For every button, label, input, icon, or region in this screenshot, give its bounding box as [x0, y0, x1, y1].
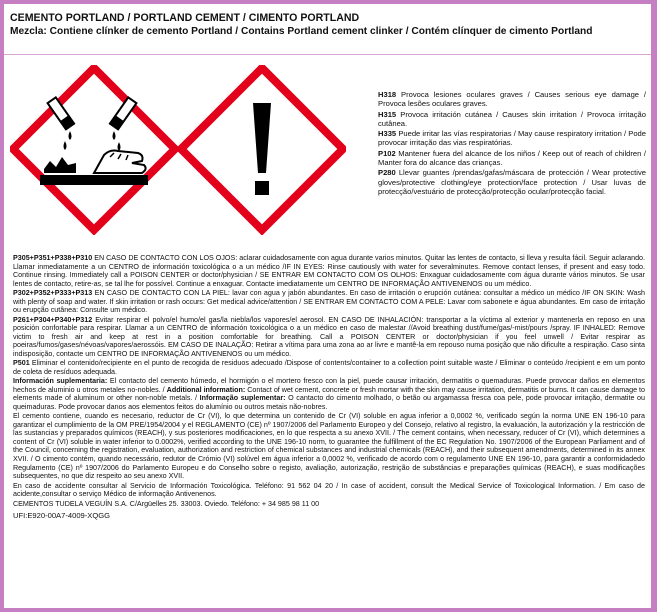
- precaution-eyes: P305+P351+P338+P310 EN CASO DE CONTACTO CON LOS OJOS: aclarar cuidadosamente con agua durante varios minutos. Quitar las lentes de contacto, si lleva y resulta fácil. Seguir aclarando. Llamar inmediatamente a un CENTRO de información toxicológica o a un médico /IF IN EYES: Rinse cautiously with water for severalminutes. Remove contact lenses, if present and easy todo. Continue rinsing. Immediately call a POISON CENTER or doctor/physician / SE ENTRAR EM CONTACTO COM OS OLHOS: Enxaguar cuidadosamente com água durante vários minutos. Se usar lentes de contacto, retire-as, se tal lhe for possível. Continue a enxaguar. Contacte imediatamente um CENTRO DE INFORMAÇÃO ANTIVENENOS ou um médico.: [13, 254, 645, 288]
- header-divider: [4, 54, 651, 55]
- hazard-statements: [378, 90, 646, 197]
- hazard-statement-h335: H335 Puede irritar las vías respiratorias / May cause respiratory irritation / Pode provocar irritação das vias respiratórias.: [378, 129, 646, 148]
- exclamation-mark-pictogram-icon: [181, 68, 343, 230]
- corrosion-pictogram-icon: [13, 68, 175, 230]
- hazard-statement-h315: H315 Provoca irritación cutánea / Causes skin irritation / Provoca irritação cutânea.: [378, 109, 646, 128]
- product-title: CEMENTO PORTLAND / PORTLAND CEMENT / CIMENTO PORTLAND: [10, 12, 360, 24]
- label-body-text: [13, 254, 645, 522]
- ufi-code: UFI:E920-00A7-4009-XQGG: [13, 511, 111, 521]
- precaution-skin: P302+P352+P333+P313 EN CASO DE CONTACTO CON LA PIEL: lavar con agua y jabón abundantes. En caso de irritación o erupción cutánea: consultar a médico un médico /IF ON SKIN: Wash with plenty of soap and water. If skin irritation or rash occurs: Get medical advice/attention / SE ENTRAR EM CONTACTO COM A PELE: Lavar com sabonete e água abundantes. Em caso de irritação ou erupção cutânea: Consulte um médico.: [13, 289, 646, 315]
- supplementary-information: Información suplementaria: El contacto del cemento húmedo, el hormigón o el mortero fresco con la piel, puede causar irritación, dermatitis o quemaduras. Puede provocar daños en elementos hechos de aluminio u otros metales no-nobles. / Additional information: Contact of wet cement, concrete or fresh mortar with the skin may cause irritation, dermatitis or burns. It can cause damage to elements made of aluminum or other non-noble metals. / Informação suplementar: O cantacto do cimento molhado, o betão ou argamassa fresca coa pele, pode provocar irritação, dermatite ou queimaduras. Pode provocar danos aos elementos feitos do alumínio ou outros metais não-nobres.: [13, 377, 646, 411]
- chromium-statement: El cemento contiene, cuando es necesario, reductor de Cr (VI), lo que determina un contenido de Cr (VI) soluble en agua inferior a 0,0002 %, verificado según la norma UNE EN 196-10 para garantizar el cumplimiento de la OM PRE/1954/2004 y el REGLAMENTO (CE) nº 1907/2006 del Parlamento Europeo y del Consejo, relativo al registro, la evaluación, la autorización y la restricción de las sustancias y preparados químicos (REACH), y sus posteriores modificaciones, en lo que respecta a su anexo XVII. / The cement contains, when necessary, reducer of Cr (VI), which determines a content of Cr (VI) soluble in water inferior to 0.0002%, verified according to the UNE 196-10 norm, to guarantee the fulfillment of the EC Regulation No. 1907/2006 of the European Parliament and of the Council, concerning the registration, evaluation, authorization and restriction of chemical substances and industrial chemicals (REACH), and their subsequent amendments, determined in its annex XVII. / O cimento contém, quando necessário, redutor de Crómio (VI) solúvel em água inferior a 0,0002 %, verificado de acordo com o regulamento UNE EN 196-10, para garantir a conformidadedo Regulamento (CE) nº 1907/2006 do Parlamento Europeu e do Conselho sobre o registo, avaliação, autorização, restrição de substâncias e preparações químicas (REACH), e suas modificações subsequentes, no que diz respeito ao seu anexo XVII.: [13, 412, 645, 481]
- emergency-contact: En caso de accidente consultar al Servicio de Información Toxicológica. Teléfono: 91 562 04 20 / In case of accident, consult the Medical Service of Toxicological Information. / Em caso de acidente,consultar o serviço Médico de informação Antivenenos.: [13, 481, 645, 499]
- hazard-statement-h318: H318 Provoca lesiones oculares graves / Causes serious eye damage / Provoca lesões oculares graves.: [378, 90, 646, 109]
- label-header: [10, 12, 645, 38]
- precaution-inhalation: P261+P304+P340+P312 Evitar respirar el polvo/el humo/el gas/la niebla/los vapores/el aerosol. EN CASO DE INHALACIÓN: transportar a la víctima al exterior y mantenerla en reposo en una posición confortable para respirar. Llamar a un CENTRO de información toxicológica o a un médico en caso de malestar //Avoid breathing dust/fume/gas/-mist/pours /spray. IF INHALED: Remove victim to fresh air and keep at rest in a position comfortable for breathing. Call a POISON CENTER or doctor/physician if you feel unwell / Evitar respirar as poeiras/fumos/gases/névoas/vapores/aerossóis. EM CASO DE INALAÇÃO: Retirar a vítima para uma zona ao ar livre e mantê-la em repouso numa posição que não dificulte a respiração. Caso sinta indisposição, contacte um CENTRO DE INFORMAÇÃO ANTIVENENOS ou um médico.: [13, 315, 645, 358]
- product-subtitle: Mezcla: Contiene clínker de cemento Portland / Contains Portland cement clinker / Contém clínquer de cimento Portland: [10, 26, 593, 37]
- product-label: [4, 4, 651, 608]
- company-address: CEMENTOS TUDELA VEGUÍN S.A. C/Argüelles 25. 33003. Oviedo. Teléfono: + 34 985 98 11 00: [13, 499, 320, 508]
- precaution-statement-p102: P102 Mantener fuera del alcance de los niños / Keep out of reach of children / Manter fora do alcance das crianças.: [378, 148, 646, 167]
- precaution-disposal: P501 Eliminar el contenido/recipiente en el punto de recogida de residuos adecuado /Dispose of contents/container to a collection point suitable waste / Eliminar o conteúdo /recipient e em um ponto de coleta de resíduos adequada.: [13, 359, 645, 376]
- hazard-pictograms: [10, 65, 346, 235]
- precaution-statement-p280: P280 Llevar guantes /prendas/gafas/máscara de protección / Wear protective gloves/protective clothing/eye protection/face protection / Usar luvas de protecção/vestuário de protecção/protecção ocular/protecção facial.: [378, 168, 646, 196]
